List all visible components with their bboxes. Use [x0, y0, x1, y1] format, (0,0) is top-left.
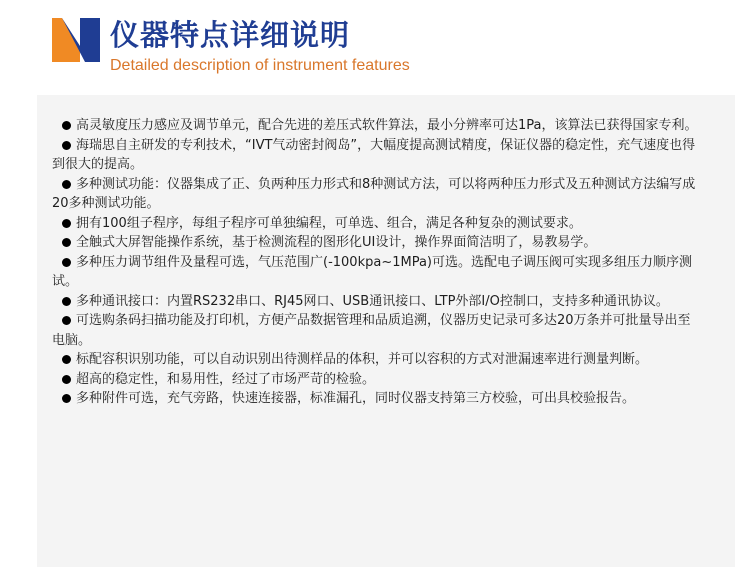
feature-text: 多种附件可选，充气旁路，快速连接器，标准漏孔，同时仪器支持第三方校验，可出具校验报告。: [76, 391, 636, 406]
bullet-dot-icon: [62, 394, 71, 403]
feature-item: [52, 370, 700, 390]
feature-item: [52, 175, 700, 214]
feature-text: 高灵敏度压力感应及调节单元，配合先进的差压式软件算法，最小分辨率可达1Pa，该算法已获得国家专利。: [76, 118, 698, 133]
feature-text: 超高的稳定性，和易用性，经过了市场严苛的检验。: [76, 371, 376, 387]
feature-text: 多种压力调节组件及量程可选，气压范围广(-100kpa~1MPa)可选。选配电子调压阀可实现多组压力顺序测试。: [52, 254, 692, 289]
feature-text: 多种通讯接口：内置RS232串口、RJ45网口、USB通讯接口、LTP外部I/O控制口，支持多种通讯协议。: [76, 293, 669, 309]
bullet-dot-icon: [62, 238, 71, 247]
feature-text: 多种测试功能：仪器集成了正、负两种压力形式和8种测试方法，可以将两种压力形式及五种测试方法编写成20多种测试功能。: [52, 176, 696, 211]
feature-item: [52, 253, 700, 292]
bullet-dot-icon: [62, 258, 71, 267]
feature-list: [52, 116, 700, 409]
page-header: [0, 0, 751, 90]
feature-item: [52, 389, 700, 409]
feature-item: [52, 136, 700, 175]
bullet-dot-icon: [62, 180, 71, 189]
feature-text: 拥有100组子程序，每组子程序可单独编程，可单选、组合，满足各种复杂的测试要求。: [76, 215, 582, 231]
feature-item: [52, 311, 700, 350]
feature-text: 海瑞思自主研发的专利技术，“IVT气动密封阀岛”，大幅度提高测试精度，保证仪器的稳定性，充气速度也得到很大的提高。: [52, 137, 696, 172]
bullet-dot-icon: [62, 355, 71, 364]
bullet-dot-icon: [62, 219, 71, 228]
feature-item: [52, 233, 700, 253]
bullet-dot-icon: [62, 375, 71, 384]
feature-item: [52, 350, 700, 370]
feature-text: 可选购条码扫描功能及打印机，方便产品数据管理和品质追溯，仪器历史记录可多达20万条并可批量导出至电脑。: [52, 313, 691, 348]
bullet-dot-icon: [62, 316, 71, 325]
feature-item: [52, 116, 700, 136]
orange-blue-slant-block-icon: [52, 18, 100, 62]
bullet-dot-icon: [62, 297, 71, 306]
feature-text: 标配容积识别功能，可以自动识别出待测样品的体积，并可以容积的方式对泄漏速率进行测量判断。: [76, 352, 649, 367]
feature-item: [52, 292, 700, 312]
bullet-dot-icon: [62, 121, 71, 130]
page-title: 仪器特点详细说明: [110, 18, 351, 52]
feature-text: 全触式大屏智能操作系统，基于检测流程的图形化UI设计，操作界面简洁明了，易教易学。: [76, 235, 597, 250]
feature-item: [52, 214, 700, 234]
bullet-dot-icon: [62, 141, 71, 150]
page-subtitle: Detailed description of instrument features: [110, 57, 410, 74]
